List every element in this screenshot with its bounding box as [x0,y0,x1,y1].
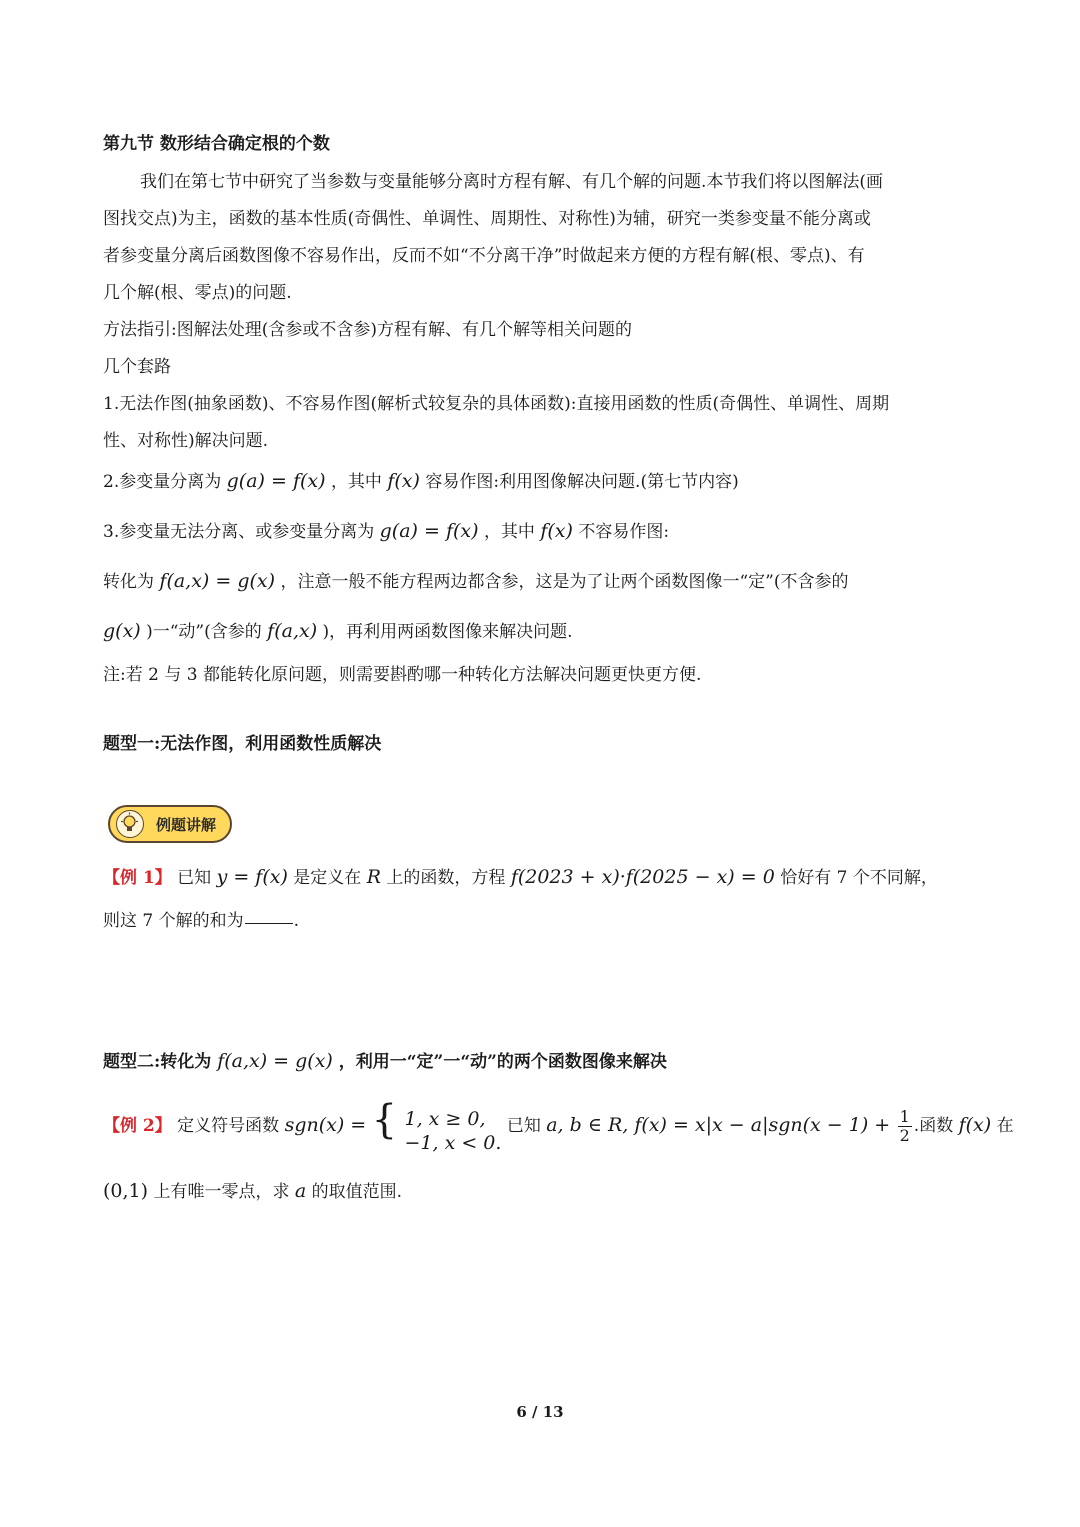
example-1-tag: 【例 1】 [103,868,172,888]
method-line-3: 1.无法作图(抽象函数)、不容易作图(解析式较复杂的具体函数):直接用函数的性质(奇偶性、单调性、周期 [103,394,890,414]
method-line-2: 几个套路 [103,357,171,377]
item-3-fx: f(x) [540,520,573,542]
item-3-mid: ，其中 [483,522,535,542]
example-2-line-2 [103,1180,402,1203]
type-1-title: 题型一:无法作图，利用函数性质解决 [103,734,382,754]
example-1-line-2 [103,911,299,931]
example-1-math-2: R [366,866,381,888]
intro-line-3: 者参变量分离后函数图像不容易作出，反而不如“不分离干净”时做起来方便的方程有解(根、零点)、有 [103,246,865,266]
item-2-equation: g(a) = f(x) [226,470,326,492]
example-1-math-3: f(2023 + x)·f(2025 − x) = 0 [510,866,775,888]
intro-line-1: 我们在第七节中研究了当参数与变量能够分离时方程有解、有几个解的问题.本节我们将以图解法(画 [140,172,884,192]
example-2-text-6: 的取值范围. [311,1182,402,1202]
example-1-text-4: 恰好有 7 个不同解， [780,868,938,888]
item-2-prefix: 2.参变量分离为 [103,472,222,492]
example-2-interval: (0,1) [103,1180,149,1202]
section-title: 第九节 数形结合确定根的个数 [103,134,330,154]
fraction-numerator: 1 [899,1106,910,1126]
example-badge [108,805,232,843]
example-2-function: a, b ∈ R, f(x) = x|x − a|sgn(x − 1) + [546,1113,891,1136]
item-2-suffix: 容易作图:利用图像解决问题.(第七节内容) [425,472,739,492]
fraction-one-half [898,1108,912,1145]
intro-line-4: 几个解(根、零点)的问题. [103,283,292,303]
item-3-prefix: 3.参变量无法分离、或参变量分离为 [103,522,375,542]
case-1: 1, x ≥ 0, [404,1107,486,1130]
example-2-fx: f(x) [958,1113,992,1136]
note-line: 注:若 2 与 3 都能转化原问题，则需要斟酌哪一种转化方法解决问题更快更方便. [103,665,702,685]
intro-line-2: 图找交点)为主，函数的基本性质(奇偶性、单调性、周期性、对称性)为辅，研究一类参变量不能分离或 [103,209,871,229]
item-2 [103,470,739,493]
item-3-suffix: 不容易作图: [578,522,670,542]
item-2-fx: f(x) [387,470,420,492]
convert-gx: g(x) [103,620,141,642]
item-2-mid: ，其中 [330,472,382,492]
example-2-sgn: sgn(x) = [284,1113,367,1136]
example-2-text-1: 定义符号函数 [177,1115,280,1136]
example-2-text-2: 已知 [506,1115,541,1136]
example-1-text-1: 已知 [177,868,212,888]
type-2-title [103,1050,667,1073]
type-2-prefix: 题型二:转化为 [103,1052,212,1072]
convert-mid: )一“动”(含参的 [146,622,262,642]
example-1-line-1 [103,866,938,889]
item-3-equation: g(a) = f(x) [379,520,479,542]
example-2-text-5: 上有唯一零点，求 [153,1182,290,1202]
example-1-math-1: y = f(x) [216,866,288,888]
convert-line-2 [103,620,573,643]
method-line-4: 性、对称性)解决问题. [103,431,269,451]
fraction-denominator: 2 [899,1125,910,1145]
badge-label: 例题讲解 [156,816,217,834]
example-2-a: a [294,1180,307,1202]
method-line-1: 方法指引:图解法处理(含参或不含参)方程有解、有几个解等相关问题的 [103,320,632,340]
convert-fax: f(a,x) [267,620,318,642]
page-number: 6 / 13 [516,1403,564,1421]
example-2-tag: 【例 2】 [103,1115,172,1136]
example-2-text-4: 在 [996,1115,1014,1136]
convert-prefix: 转化为 [103,572,154,592]
example-1-text-2: 是定义在 [293,868,362,888]
convert-line-1 [103,570,848,593]
convert-equation: f(a,x) = g(x) [159,570,276,592]
convert-suffix: ，注意一般不能方程两边都含参，这是为了让两个函数图像一“定”(不含参的 [280,572,849,592]
type-2-equation: f(a,x) = g(x) [217,1050,333,1072]
convert-suffix-2: )，再利用两函数图像来解决问题. [322,622,573,642]
example-2-text-3: .函数 [913,1115,954,1136]
type-2-suffix: ，利用一“定”一“动”的两个函数图像来解决 [338,1052,667,1072]
answer-blank [245,922,293,924]
example-2-line-1 [103,1098,1014,1155]
item-3 [103,520,669,543]
example-1-question: 则这 7 个解的和为 [103,911,244,931]
example-1-period: . [293,911,300,931]
case-2: −1, x < 0. [404,1131,502,1154]
example-1-text-3: 上的函数，方程 [386,868,506,888]
piecewise-definition: { 1, x ≥ 0, −1, x < 0. [371,1097,502,1154]
lightbulb-icon [116,810,144,838]
